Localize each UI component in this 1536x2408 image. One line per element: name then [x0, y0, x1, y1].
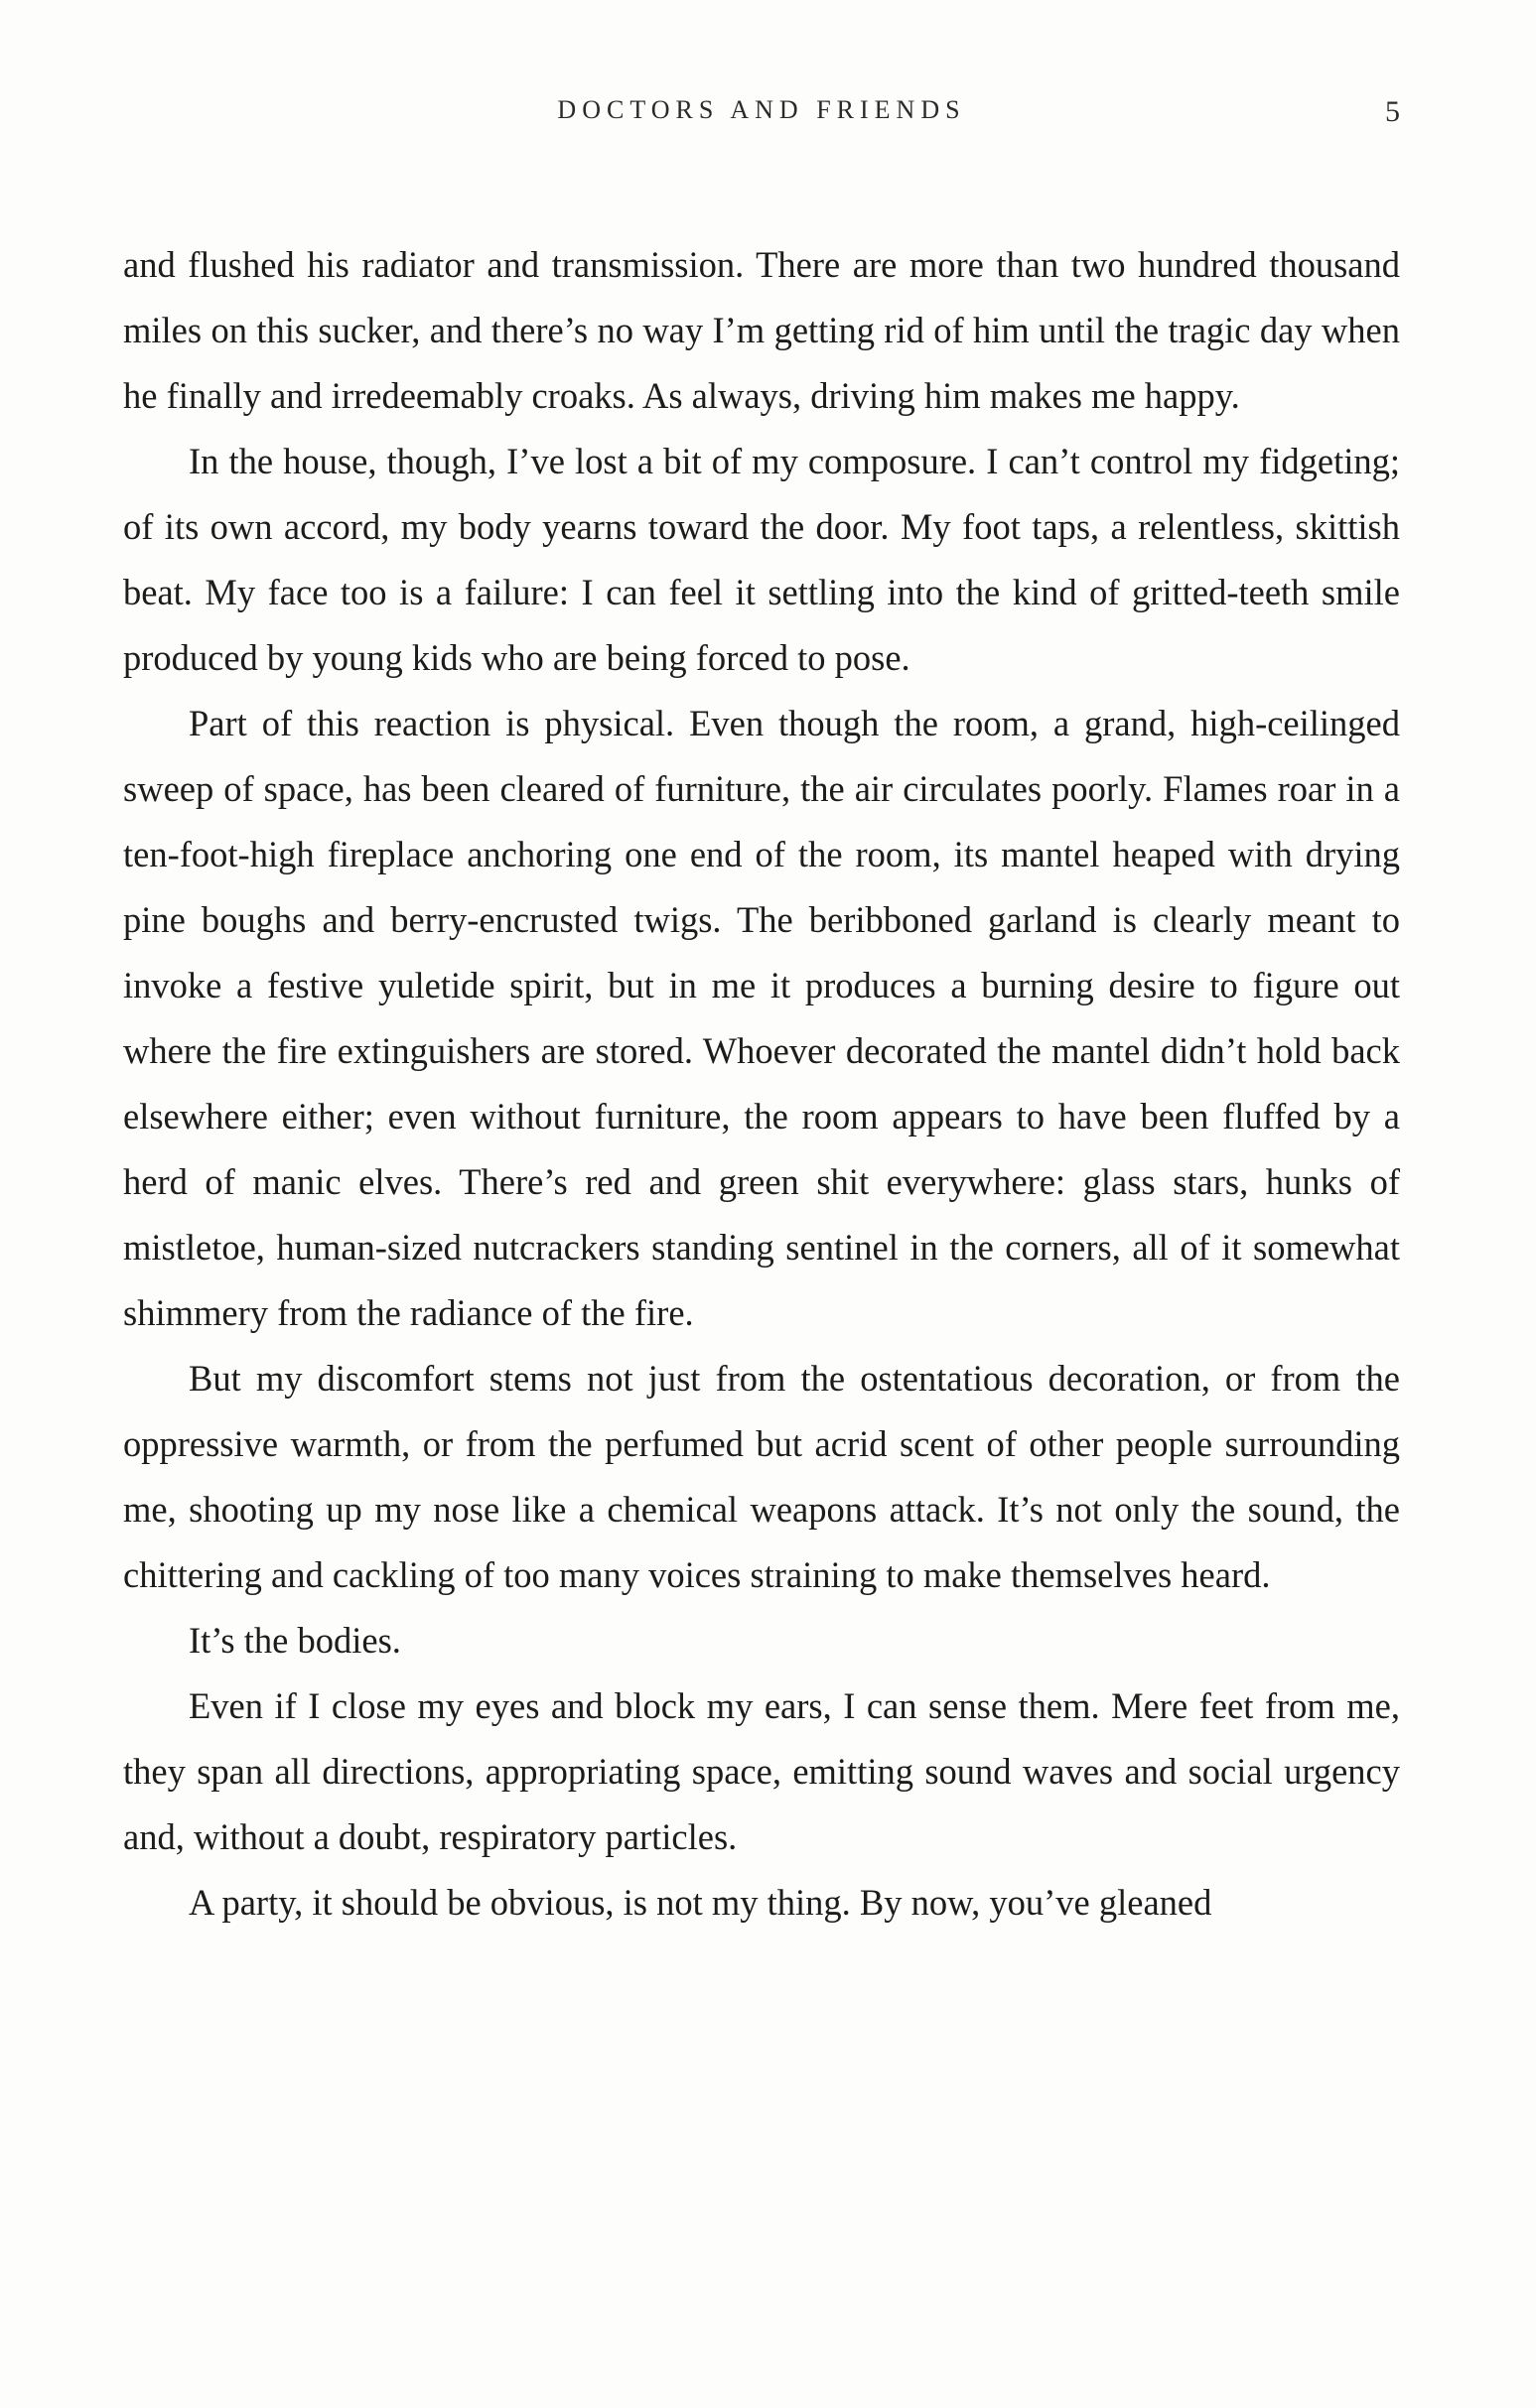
paragraph-1: and flushed his radiator and transmission. There are more than two hundred thousand miles on this sucker, and there’s no way I’m getting rid of him until the tragic day when he finally and irredeemably croaks. As always, driving him makes me happy. — [123, 244, 1400, 416]
paragraph-2: In the house, though, I’ve lost a bit of my composure. I can’t control my fidgeting; of its own accord, my body yearns toward the door. My foot taps, a relentless, skittish beat. My face too is a failure: I can feel it settling into the kind of gritted-teeth smile produced by young kids who are being forced to pose. — [123, 441, 1400, 678]
paragraph-5: It’s the bodies. — [189, 1620, 401, 1661]
page-number: 5 — [1385, 95, 1400, 128]
running-head — [123, 95, 1400, 145]
body-text — [123, 232, 1400, 1936]
paragraph-6: Even if I close my eyes and block my ears, I can sense them. Mere feet from me, they span all directions, appropriating space, emitting sound waves and social urgency and, without a doubt, respiratory particles. — [123, 1685, 1400, 1857]
paragraph-4: But my discomfort stems not just from the ostentatious decoration, or from the oppressive warmth, or from the perfumed but acrid scent of other people surrounding me, shooting up my nose like a chemical weapons attack. It’s not only the sound, the chittering and cackling of too many voices straining to make themselves heard. — [123, 1358, 1400, 1595]
running-title: DOCTORS AND FRIENDS — [557, 95, 966, 124]
paragraph-7: A party, it should be obvious, is not my thing. By now, you’ve gleaned — [189, 1882, 1212, 1923]
paragraph-3: Part of this reaction is physical. Even though the room, a grand, high-ceilinged sweep of space, has been cleared of furniture, the air circulates poorly. Flames roar in a ten-foot-high fireplace anchoring one end of the room, its mantel heaped with drying pine boughs and berry-encrusted twigs. The beribboned garland is clearly meant to invoke a festive yuletide spirit, but in me it produces a burning desire to figure out where the fire extinguishers are stored. Whoever decorated the mantel didn’t hold back elsewhere either; even without furniture, the room appears to have been fluffed by a herd of manic elves. There’s red and green shit everywhere: glass stars, hunks of mistletoe, human-sized nutcrackers standing sentinel in the corners, all of it somewhat shimmery from the radiance of the fire. — [123, 703, 1400, 1333]
